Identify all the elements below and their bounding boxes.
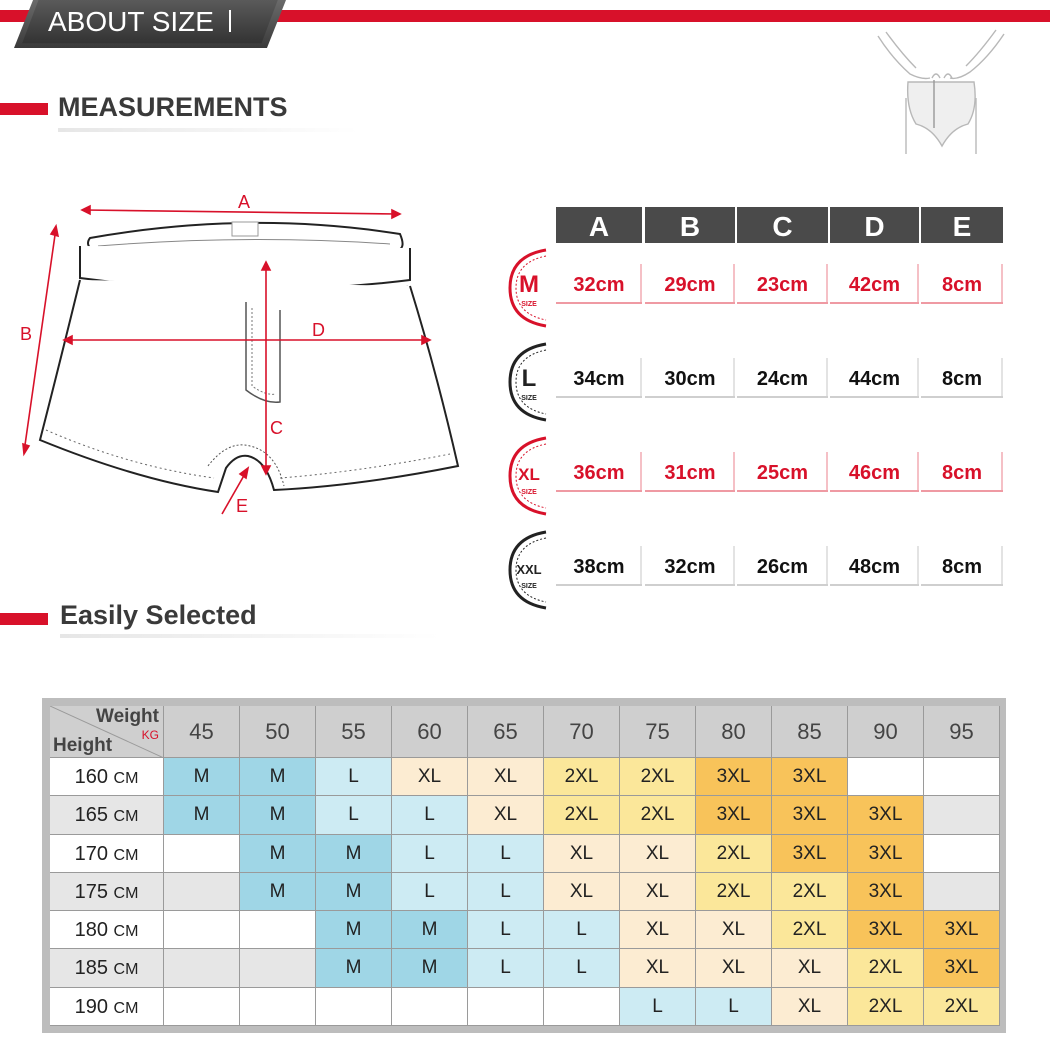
easily-selected-marker bbox=[0, 613, 48, 625]
size-cell: L bbox=[620, 988, 696, 1026]
size-cell: L bbox=[696, 988, 772, 1026]
measurement-cell-l-a: 34cm bbox=[556, 358, 642, 398]
size-cell: M bbox=[316, 835, 392, 873]
size-cell: M bbox=[240, 796, 316, 834]
height-unit: CM bbox=[113, 884, 139, 902]
measurement-cell-xxl-b: 32cm bbox=[645, 546, 735, 586]
title-separator bbox=[229, 10, 231, 32]
size-cell: 2XL bbox=[620, 758, 696, 796]
size-cell: 2XL bbox=[924, 988, 1000, 1026]
size-cell: XL bbox=[772, 988, 848, 1026]
size-cell: 2XL bbox=[544, 796, 620, 834]
measurement-cell-xl-a: 36cm bbox=[556, 452, 642, 492]
size-cell: M bbox=[164, 796, 240, 834]
size-badge-caption: SIZE bbox=[521, 583, 537, 590]
size-chart-corner bbox=[50, 706, 164, 758]
size-cell: L bbox=[392, 873, 468, 911]
measurement-cell-xl-d: 46cm bbox=[830, 452, 919, 492]
height-value: 170 bbox=[74, 842, 114, 865]
height-row-label-165 bbox=[50, 796, 164, 834]
diagram-label-e: E bbox=[236, 496, 249, 516]
size-badge-caption: SIZE bbox=[521, 489, 537, 496]
size-badge-xxl bbox=[506, 528, 548, 612]
height-row-label-185 bbox=[50, 949, 164, 987]
size-cell bbox=[544, 988, 620, 1026]
size-chart bbox=[50, 706, 1000, 1026]
size-badge-label: L bbox=[521, 365, 537, 392]
size-cell: 2XL bbox=[848, 988, 924, 1026]
measurements-rule bbox=[58, 128, 358, 132]
height-row-label-180 bbox=[50, 911, 164, 949]
height-value: 185 bbox=[74, 957, 114, 980]
weight-header-90: 90 bbox=[848, 706, 924, 758]
size-cell: 3XL bbox=[848, 796, 924, 834]
size-cell: 2XL bbox=[544, 758, 620, 796]
size-cell: XL bbox=[696, 911, 772, 949]
weight-header-70: 70 bbox=[544, 706, 620, 758]
size-cell: L bbox=[392, 796, 468, 834]
size-cell bbox=[164, 911, 240, 949]
measurement-cell-xl-b: 31cm bbox=[645, 452, 735, 492]
size-cell: XL bbox=[620, 835, 696, 873]
size-cell: XL bbox=[468, 758, 544, 796]
measurement-header-a: A bbox=[556, 207, 642, 243]
height-label: Height bbox=[53, 735, 113, 756]
size-cell: M bbox=[164, 758, 240, 796]
height-value: 160 bbox=[74, 766, 114, 788]
size-cell: 3XL bbox=[848, 835, 924, 873]
measurement-cell-xl-c: 25cm bbox=[737, 452, 828, 492]
measurement-cell-m-b: 29cm bbox=[645, 264, 735, 304]
diagram-label-b: B bbox=[20, 324, 33, 344]
diagram-label-c: C bbox=[270, 418, 283, 438]
measurement-cell-xl-e: 8cm bbox=[921, 452, 1003, 492]
size-cell: L bbox=[468, 911, 544, 949]
measurement-cell-xxl-e: 8cm bbox=[921, 546, 1003, 586]
weight-header-80: 80 bbox=[696, 706, 772, 758]
size-badge-m bbox=[506, 246, 548, 330]
size-cell: XL bbox=[544, 835, 620, 873]
weight-label: Weight bbox=[96, 706, 159, 727]
size-cell: L bbox=[544, 949, 620, 987]
shorts-diagram bbox=[18, 190, 478, 530]
measurement-cell-l-c: 24cm bbox=[737, 358, 828, 398]
size-cell: 2XL bbox=[772, 873, 848, 911]
size-cell: L bbox=[468, 949, 544, 987]
weight-header-85: 85 bbox=[772, 706, 848, 758]
measurement-cell-l-d: 44cm bbox=[830, 358, 919, 398]
size-cell: 2XL bbox=[696, 873, 772, 911]
size-cell: 2XL bbox=[848, 949, 924, 987]
size-cell: M bbox=[240, 758, 316, 796]
measurements-heading: MEASUREMENTS bbox=[58, 92, 288, 122]
diagram-label-a: A bbox=[238, 192, 251, 212]
size-cell bbox=[316, 988, 392, 1026]
measurement-cell-xxl-c: 26cm bbox=[737, 546, 828, 586]
height-value: 180 bbox=[74, 919, 114, 942]
height-value: 190 bbox=[74, 995, 114, 1018]
measurement-cell-xxl-a: 38cm bbox=[556, 546, 642, 586]
size-cell bbox=[924, 873, 1000, 911]
size-cell: M bbox=[392, 911, 468, 949]
measurement-header-c: C bbox=[737, 207, 828, 243]
size-cell: XL bbox=[772, 949, 848, 987]
size-cell: M bbox=[392, 949, 468, 987]
size-cell: M bbox=[316, 949, 392, 987]
size-cell: 3XL bbox=[696, 796, 772, 834]
measurement-cell-l-b: 30cm bbox=[645, 358, 735, 398]
measurement-cell-xxl-d: 48cm bbox=[830, 546, 919, 586]
size-cell: 3XL bbox=[772, 758, 848, 796]
size-badge-label: M bbox=[519, 271, 539, 298]
measurement-header-d: D bbox=[830, 207, 919, 243]
weight-header-55: 55 bbox=[316, 706, 392, 758]
size-cell bbox=[240, 911, 316, 949]
size-cell: XL bbox=[620, 911, 696, 949]
size-cell: L bbox=[468, 873, 544, 911]
size-cell bbox=[164, 988, 240, 1026]
size-badge-xl bbox=[506, 434, 548, 518]
height-unit: CM bbox=[113, 770, 139, 787]
easily-selected-heading: Easily Selected bbox=[60, 600, 257, 630]
size-cell bbox=[164, 835, 240, 873]
size-cell bbox=[164, 949, 240, 987]
size-cell: XL bbox=[544, 873, 620, 911]
measurement-header-b: B bbox=[645, 207, 735, 243]
size-cell bbox=[240, 949, 316, 987]
height-row-label-175 bbox=[50, 873, 164, 911]
size-cell: L bbox=[316, 758, 392, 796]
size-cell: XL bbox=[468, 796, 544, 834]
easily-selected-rule bbox=[60, 634, 440, 638]
page-title: ABOUT SIZE bbox=[48, 6, 214, 37]
weight-header-95: 95 bbox=[924, 706, 1000, 758]
size-cell: 3XL bbox=[924, 949, 1000, 987]
height-row-label-170 bbox=[50, 835, 164, 873]
size-cell: XL bbox=[696, 949, 772, 987]
weight-unit: KG bbox=[141, 728, 159, 742]
size-cell: M bbox=[240, 873, 316, 911]
size-cell bbox=[848, 758, 924, 796]
diagram-label-d: D bbox=[312, 320, 325, 340]
weight-header-65: 65 bbox=[468, 706, 544, 758]
size-cell: L bbox=[392, 835, 468, 873]
size-cell: 3XL bbox=[772, 835, 848, 873]
height-unit: CM bbox=[113, 999, 139, 1017]
measurement-cell-m-a: 32cm bbox=[556, 264, 642, 304]
size-cell bbox=[240, 988, 316, 1026]
measurement-cell-l-e: 8cm bbox=[921, 358, 1003, 398]
size-cell bbox=[924, 835, 1000, 873]
size-cell: M bbox=[316, 911, 392, 949]
weight-header-50: 50 bbox=[240, 706, 316, 758]
size-badge-l bbox=[506, 340, 548, 424]
height-value: 175 bbox=[74, 880, 114, 903]
size-cell: 3XL bbox=[696, 758, 772, 796]
height-unit: CM bbox=[113, 961, 139, 979]
size-cell bbox=[924, 796, 1000, 834]
size-badge-label: XXL bbox=[516, 562, 542, 577]
size-cell: 2XL bbox=[772, 911, 848, 949]
height-unit: CM bbox=[113, 808, 139, 826]
height-row-label-160 bbox=[50, 758, 164, 796]
measurement-cell-m-d: 42cm bbox=[830, 264, 919, 304]
height-unit: CM bbox=[113, 923, 139, 941]
size-cell: L bbox=[316, 796, 392, 834]
size-cell: 3XL bbox=[772, 796, 848, 834]
size-cell: L bbox=[544, 911, 620, 949]
size-cell: XL bbox=[620, 873, 696, 911]
hands-illustration-icon bbox=[872, 28, 1012, 158]
size-cell bbox=[924, 758, 1000, 796]
height-unit: CM bbox=[113, 846, 139, 864]
weight-header-60: 60 bbox=[392, 706, 468, 758]
size-badge-caption: SIZE bbox=[521, 301, 537, 308]
size-cell bbox=[392, 988, 468, 1026]
size-cell: XL bbox=[620, 949, 696, 987]
weight-header-45: 45 bbox=[164, 706, 240, 758]
size-cell: 2XL bbox=[696, 835, 772, 873]
size-cell bbox=[468, 988, 544, 1026]
measurements-marker bbox=[0, 103, 48, 115]
size-cell bbox=[164, 873, 240, 911]
size-cell: 2XL bbox=[620, 796, 696, 834]
size-cell: 3XL bbox=[924, 911, 1000, 949]
height-value: 165 bbox=[74, 804, 114, 827]
weight-header-75: 75 bbox=[620, 706, 696, 758]
size-cell: 3XL bbox=[848, 911, 924, 949]
size-cell: 3XL bbox=[848, 873, 924, 911]
size-badge-label: XL bbox=[518, 465, 540, 484]
size-badge-caption: SIZE bbox=[521, 395, 537, 402]
height-row-label-190 bbox=[50, 988, 164, 1026]
measurement-cell-m-c: 23cm bbox=[737, 264, 828, 304]
size-cell: M bbox=[240, 835, 316, 873]
size-cell: XL bbox=[392, 758, 468, 796]
measurement-header-e: E bbox=[921, 207, 1003, 243]
measurement-cell-m-e: 8cm bbox=[921, 264, 1003, 304]
size-cell: M bbox=[316, 873, 392, 911]
size-cell: L bbox=[468, 835, 544, 873]
